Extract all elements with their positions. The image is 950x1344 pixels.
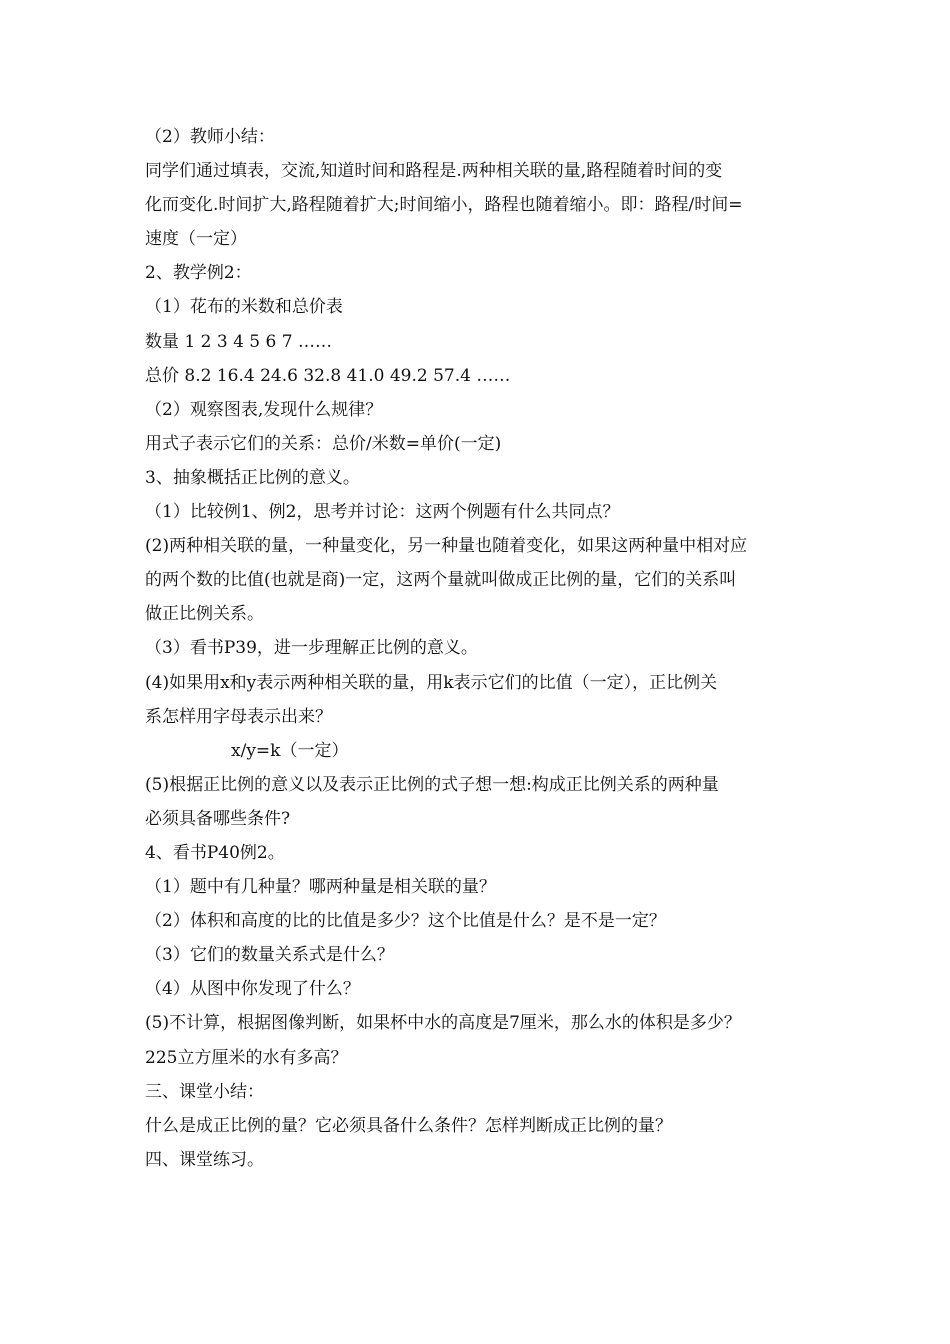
quantity-row: 数量 1 2 3 4 5 6 7 …… (145, 331, 332, 352)
total-price-row: 总价 8.2 16.4 24.6 32.8 41.0 49.2 57.4 …… (145, 365, 511, 386)
section-heading: 2、教学例2： (145, 263, 252, 284)
section-heading: 三、课堂小结： (145, 1081, 264, 1102)
text-line: （1）比较例1、例2，思考并讨论：这两个例题有什么共同点？ (145, 502, 620, 523)
text-line: 的两个数的比值(也就是商)一定，这两个量就叫做成正比例的量，它们的关系叫 (145, 570, 737, 591)
text-line: 系怎样用字母表示出来？ (145, 706, 332, 727)
text-line: 225立方厘米的水有多高？ (145, 1047, 348, 1068)
section-heading: 4、看书P40例2。 (145, 842, 285, 863)
text-line: （3）看书P39，进一步理解正比例的意义。 (145, 638, 478, 659)
text-line: （2）体积和高度的比的比值是多少？这个比值是什么？是不是一定？ (145, 911, 666, 932)
section-heading: 四、课堂练习。 (145, 1149, 264, 1170)
text-line: （1）题中有几种量？哪两种量是相关联的量？ (145, 877, 496, 898)
text-line: 速度（一定） (145, 229, 247, 250)
text-line: 化而变化.时间扩大,路程随着扩大;时间缩小，路程也随着缩小。即：路程/时间= (145, 195, 743, 216)
text-line: (4)如果用x和y表示两种相关联的量，用k表示它们的比值（一定），正比例关 (145, 672, 718, 693)
text-line: （3）它们的数量关系式是什么？ (145, 945, 394, 966)
text-line: (2)两种相关联的量，一种量变化，另一种量也随着变化，如果这两种量中相对应 (145, 536, 748, 557)
text-line: （2）观察图表,发现什么规律？ (145, 399, 383, 420)
section-heading: 3、抽象概括正比例的意义。 (145, 467, 360, 488)
text-line: 什么是成正比例的量？它必须具备什么条件？怎样判断成正比例的量？ (145, 1115, 672, 1136)
text-line: （4）从图中你发现了什么？ (145, 979, 360, 1000)
text-line: （2）教师小结： (145, 127, 275, 147)
text-line: 同学们通过填表，交流,知道时间和路程是.两种相关联的量,路程随着时间的变 (145, 161, 723, 182)
text-line: 用式子表示它们的关系：总价/米数=单价(一定) (145, 433, 502, 454)
text-line: （1）花布的米数和总价表 (145, 297, 343, 318)
text-line: (5)根据正比例的意义以及表示正比例的式子想一想:构成正比例关系的两种量 (145, 774, 719, 795)
document-body (145, 120, 817, 1177)
text-line: 做正比例关系。 (145, 604, 264, 625)
formula-line: x/y=k（一定） (231, 740, 349, 761)
text-line: 必须具备哪些条件? (145, 808, 291, 829)
text-line: (5)不计算，根据图像判断，如果杯中水的高度是7厘米，那么水的体积是多少？ (145, 1013, 741, 1034)
